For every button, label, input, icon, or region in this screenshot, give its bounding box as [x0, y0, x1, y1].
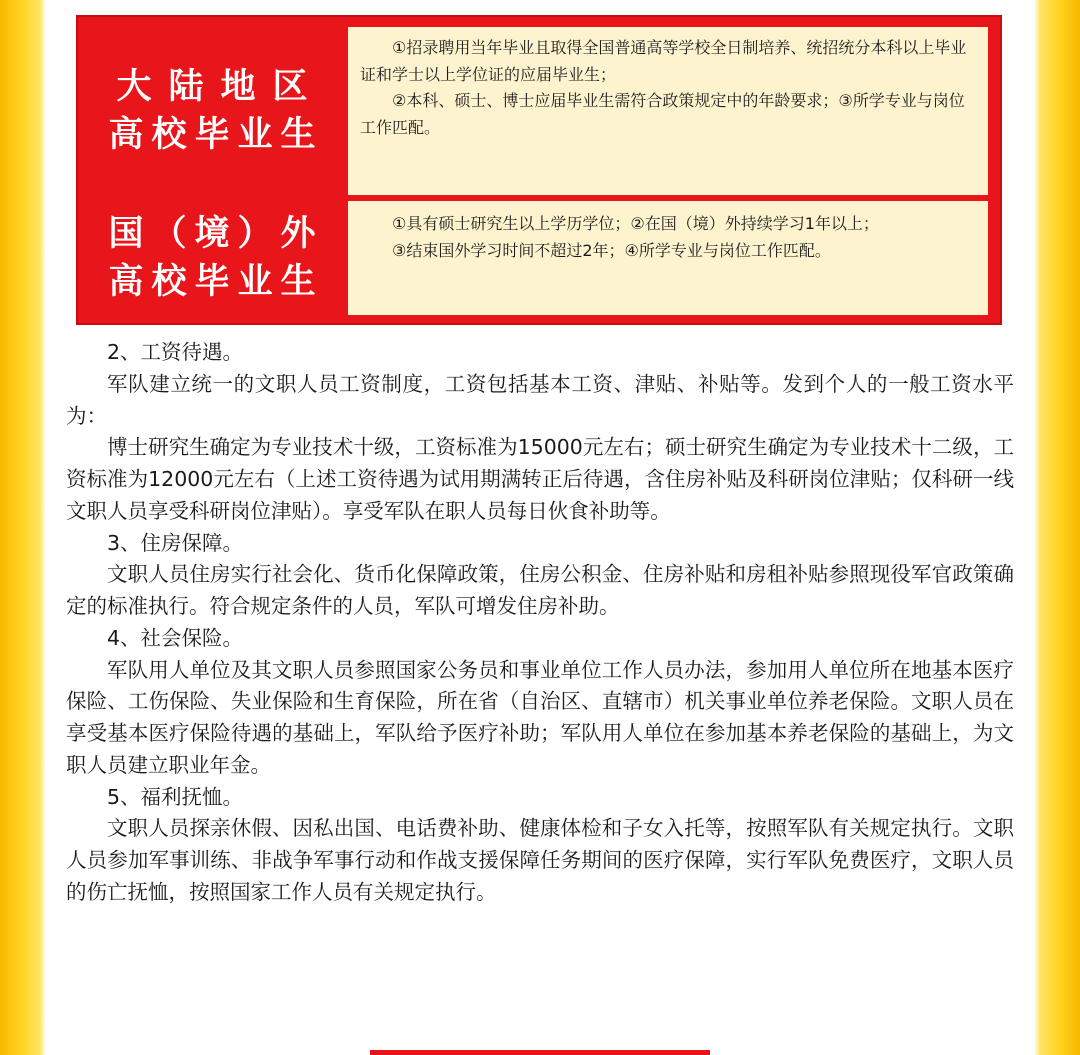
requirement-label-line1: 国（境）外 — [108, 214, 324, 254]
requirement-label-mainland — [78, 27, 346, 195]
body-paragraph: 文职人员探亲休假、因私出国、电话费补助、健康体检和子女入托等，按照军队有关规定执行。文职人员参加军事训练、非战争军事行动和作战支援保障任务期间的医疗保障，实行军队免费医疗，文职人员的伤亡抚恤，按照国家工作人员有关规定执行。 — [66, 816, 1014, 904]
body-paragraph: 军队用人单位及其文职人员参照国家公务员和事业单位工作人员办法，参加用人单位所在地基本医疗保险、工伤保险、失业保险和生育保险，所在省（自治区、直辖市）机关事业单位养老保险。文职人员在享受基本医疗保险待遇的基础上，军队给予医疗补助；军队用人单位在参加基本养老保险的基础上，为文职人员建立职业年金。 — [66, 657, 1014, 777]
section-heading-insurance: 4、社会保险。 — [107, 625, 244, 650]
body-paragraph: 文职人员住房实行社会化、货币化保障政策，住房公积金、住房补贴和房租补贴参照现役军官政策确定的标准执行。符合规定条件的人员，军队可增发住房补助。 — [66, 562, 1014, 618]
requirement-content-overseas — [348, 201, 988, 315]
requirement-label-line1: 大陆地区 — [116, 67, 325, 107]
requirement-label-overseas — [78, 201, 346, 315]
body-paragraph: 博士研究生确定为专业技术十级，工资标准为15000元左右；硕士研究生确定为专业技术十二级，工资标准为12000元左右（上述工资待遇为试用期满转正后待遇，含住房补贴及科研岗位津贴；仅科研一线文职人员享受科研岗位津贴）。享受军队在职人员每日伙食补助等。 — [66, 435, 1014, 523]
requirement-paragraph: ②本科、硕士、博士应届毕业生需符合政策规定中的年龄要求；③所学专业与岗位工作匹配。 — [360, 91, 965, 137]
requirement-row-overseas — [78, 201, 1000, 315]
next-section-banner-edge — [370, 1050, 710, 1055]
requirement-row-mainland — [78, 27, 1000, 195]
requirement-label-line2: 高校毕业生 — [108, 115, 324, 155]
requirement-paragraph: ①具有硕士研究生以上学历学位；②在国（境）外持续学习1年以上； — [392, 214, 879, 233]
benefits-body-text — [66, 337, 1014, 909]
section-heading-housing: 3、住房保障。 — [107, 530, 244, 555]
body-paragraph: 军队建立统一的文职人员工资制度，工资包括基本工资、津贴、补贴等。发到个人的一般工资水平为： — [66, 371, 1014, 428]
section-heading-welfare: 5、福利抚恤。 — [107, 784, 244, 809]
requirement-paragraph: ③结束国外学习时间不超过2年；④所学专业与岗位工作匹配。 — [392, 240, 831, 260]
requirements-table — [76, 15, 1002, 325]
requirement-label-line2: 高校毕业生 — [108, 262, 324, 302]
requirement-content-mainland — [348, 27, 988, 195]
section-heading-salary: 2、工资待遇。 — [107, 340, 244, 364]
requirement-paragraph: ①招录聘用当年毕业且取得全国普通高等学校全日制培养、统招统分本科以上毕业证和学士以上学位证的应届毕业生； — [360, 38, 967, 84]
